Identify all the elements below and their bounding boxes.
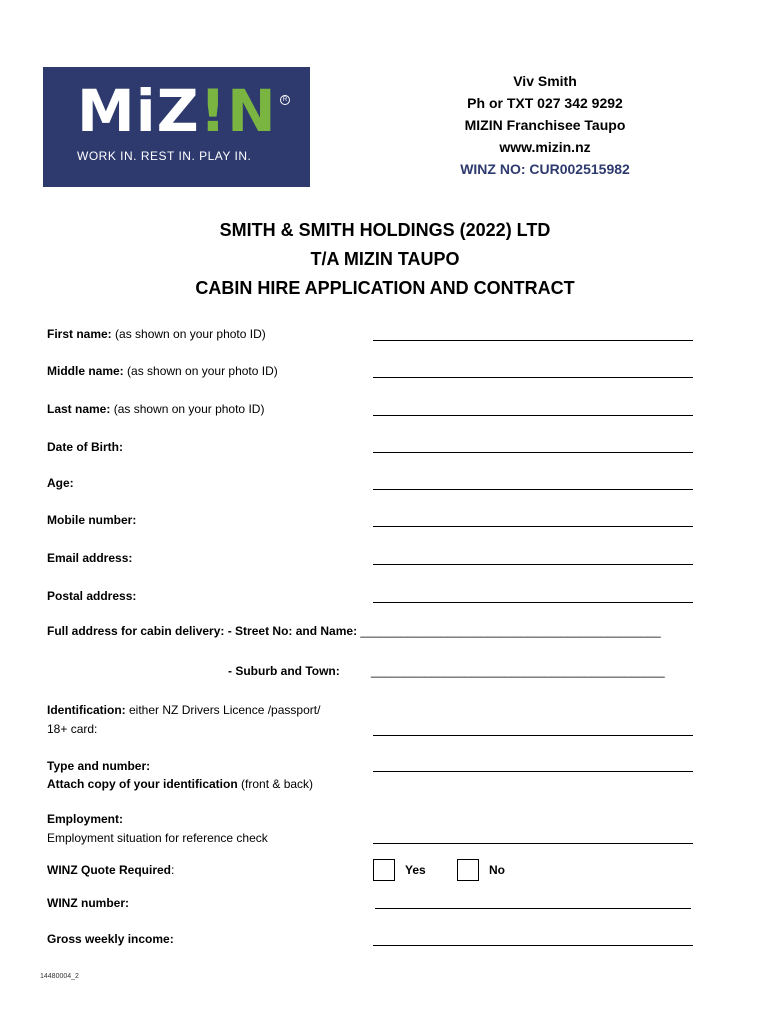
contact-phone: Ph or TXT 027 342 9292 [467, 95, 623, 111]
trading-as-title: T/A MIZIN TAUPO [310, 249, 460, 269]
postal-label: Postal address: [47, 589, 137, 603]
winz-quote-label: WINZ Quote Required: [47, 863, 175, 877]
type-number-label: Type and number: [47, 759, 151, 773]
email-field[interactable] [373, 564, 693, 565]
logo-tagline: WORK IN. REST IN. PLAY IN. [77, 149, 252, 163]
attach-id-label: Attach copy of your identification (front & back) [47, 777, 314, 791]
contact-role: MIZIN Franchisee Taupo [464, 117, 626, 133]
age-field[interactable] [373, 489, 693, 490]
delivery-address-label: Full address for cabin delivery: - Street No: and Name: _____________________________________________ [47, 624, 661, 638]
employment-field[interactable] [373, 843, 693, 844]
street-field[interactable]: _____________________________________________ [360, 624, 661, 638]
gross-income-field[interactable] [373, 945, 693, 946]
mobile-label: Mobile number: [47, 513, 137, 527]
middle-name-field[interactable] [373, 377, 693, 378]
type-number-field[interactable] [373, 771, 693, 772]
document-code: 14480004_2 [40, 973, 79, 980]
no-label: No [489, 863, 505, 877]
suburb-field[interactable]: ____________________________________________ [371, 664, 665, 678]
gross-income-label: Gross weekly income: [47, 932, 174, 946]
contact-name: Viv Smith [513, 73, 577, 89]
last-name-field[interactable] [373, 415, 693, 416]
registered-icon: R [280, 95, 290, 105]
yes-label: Yes [405, 863, 426, 877]
postal-field[interactable] [373, 602, 693, 603]
yes-checkbox[interactable] [373, 859, 395, 881]
dob-label: Date of Birth: [47, 440, 123, 454]
employment-label: Employment: [47, 812, 124, 826]
contact-winz-number: WINZ NO: CUR002515982 [460, 161, 630, 177]
identification-field[interactable] [373, 735, 693, 736]
last-name-label: Last name: (as shown on your photo ID) [47, 402, 265, 416]
winz-number-label: WINZ number: [47, 896, 129, 910]
identification-label: Identification: either NZ Drivers Licence /passport/ [47, 703, 321, 717]
no-checkbox[interactable] [457, 859, 479, 881]
middle-name-label: Middle name: (as shown on your photo ID) [47, 364, 278, 378]
first-name-label: First name: (as shown on your photo ID) [47, 327, 266, 341]
email-label: Email address: [47, 551, 133, 565]
dob-field[interactable] [373, 452, 693, 453]
form-title: CABIN HIRE APPLICATION AND CONTRACT [195, 278, 575, 298]
employment-note: Employment situation for reference check [47, 831, 268, 845]
age-label: Age: [47, 476, 74, 490]
logo-wordmark: MiZ!N [77, 77, 277, 145]
contact-website[interactable]: www.mizin.nz [499, 139, 591, 155]
winz-number-field[interactable] [375, 908, 691, 909]
identification-label-2: 18+ card: [47, 722, 98, 736]
mobile-field[interactable] [373, 526, 693, 527]
first-name-field[interactable] [373, 340, 693, 341]
suburb-label: - Suburb and Town: [228, 664, 340, 678]
mizin-logo [43, 67, 310, 187]
company-title: SMITH & SMITH HOLDINGS (2022) LTD [219, 220, 551, 240]
contact-block [420, 70, 670, 180]
